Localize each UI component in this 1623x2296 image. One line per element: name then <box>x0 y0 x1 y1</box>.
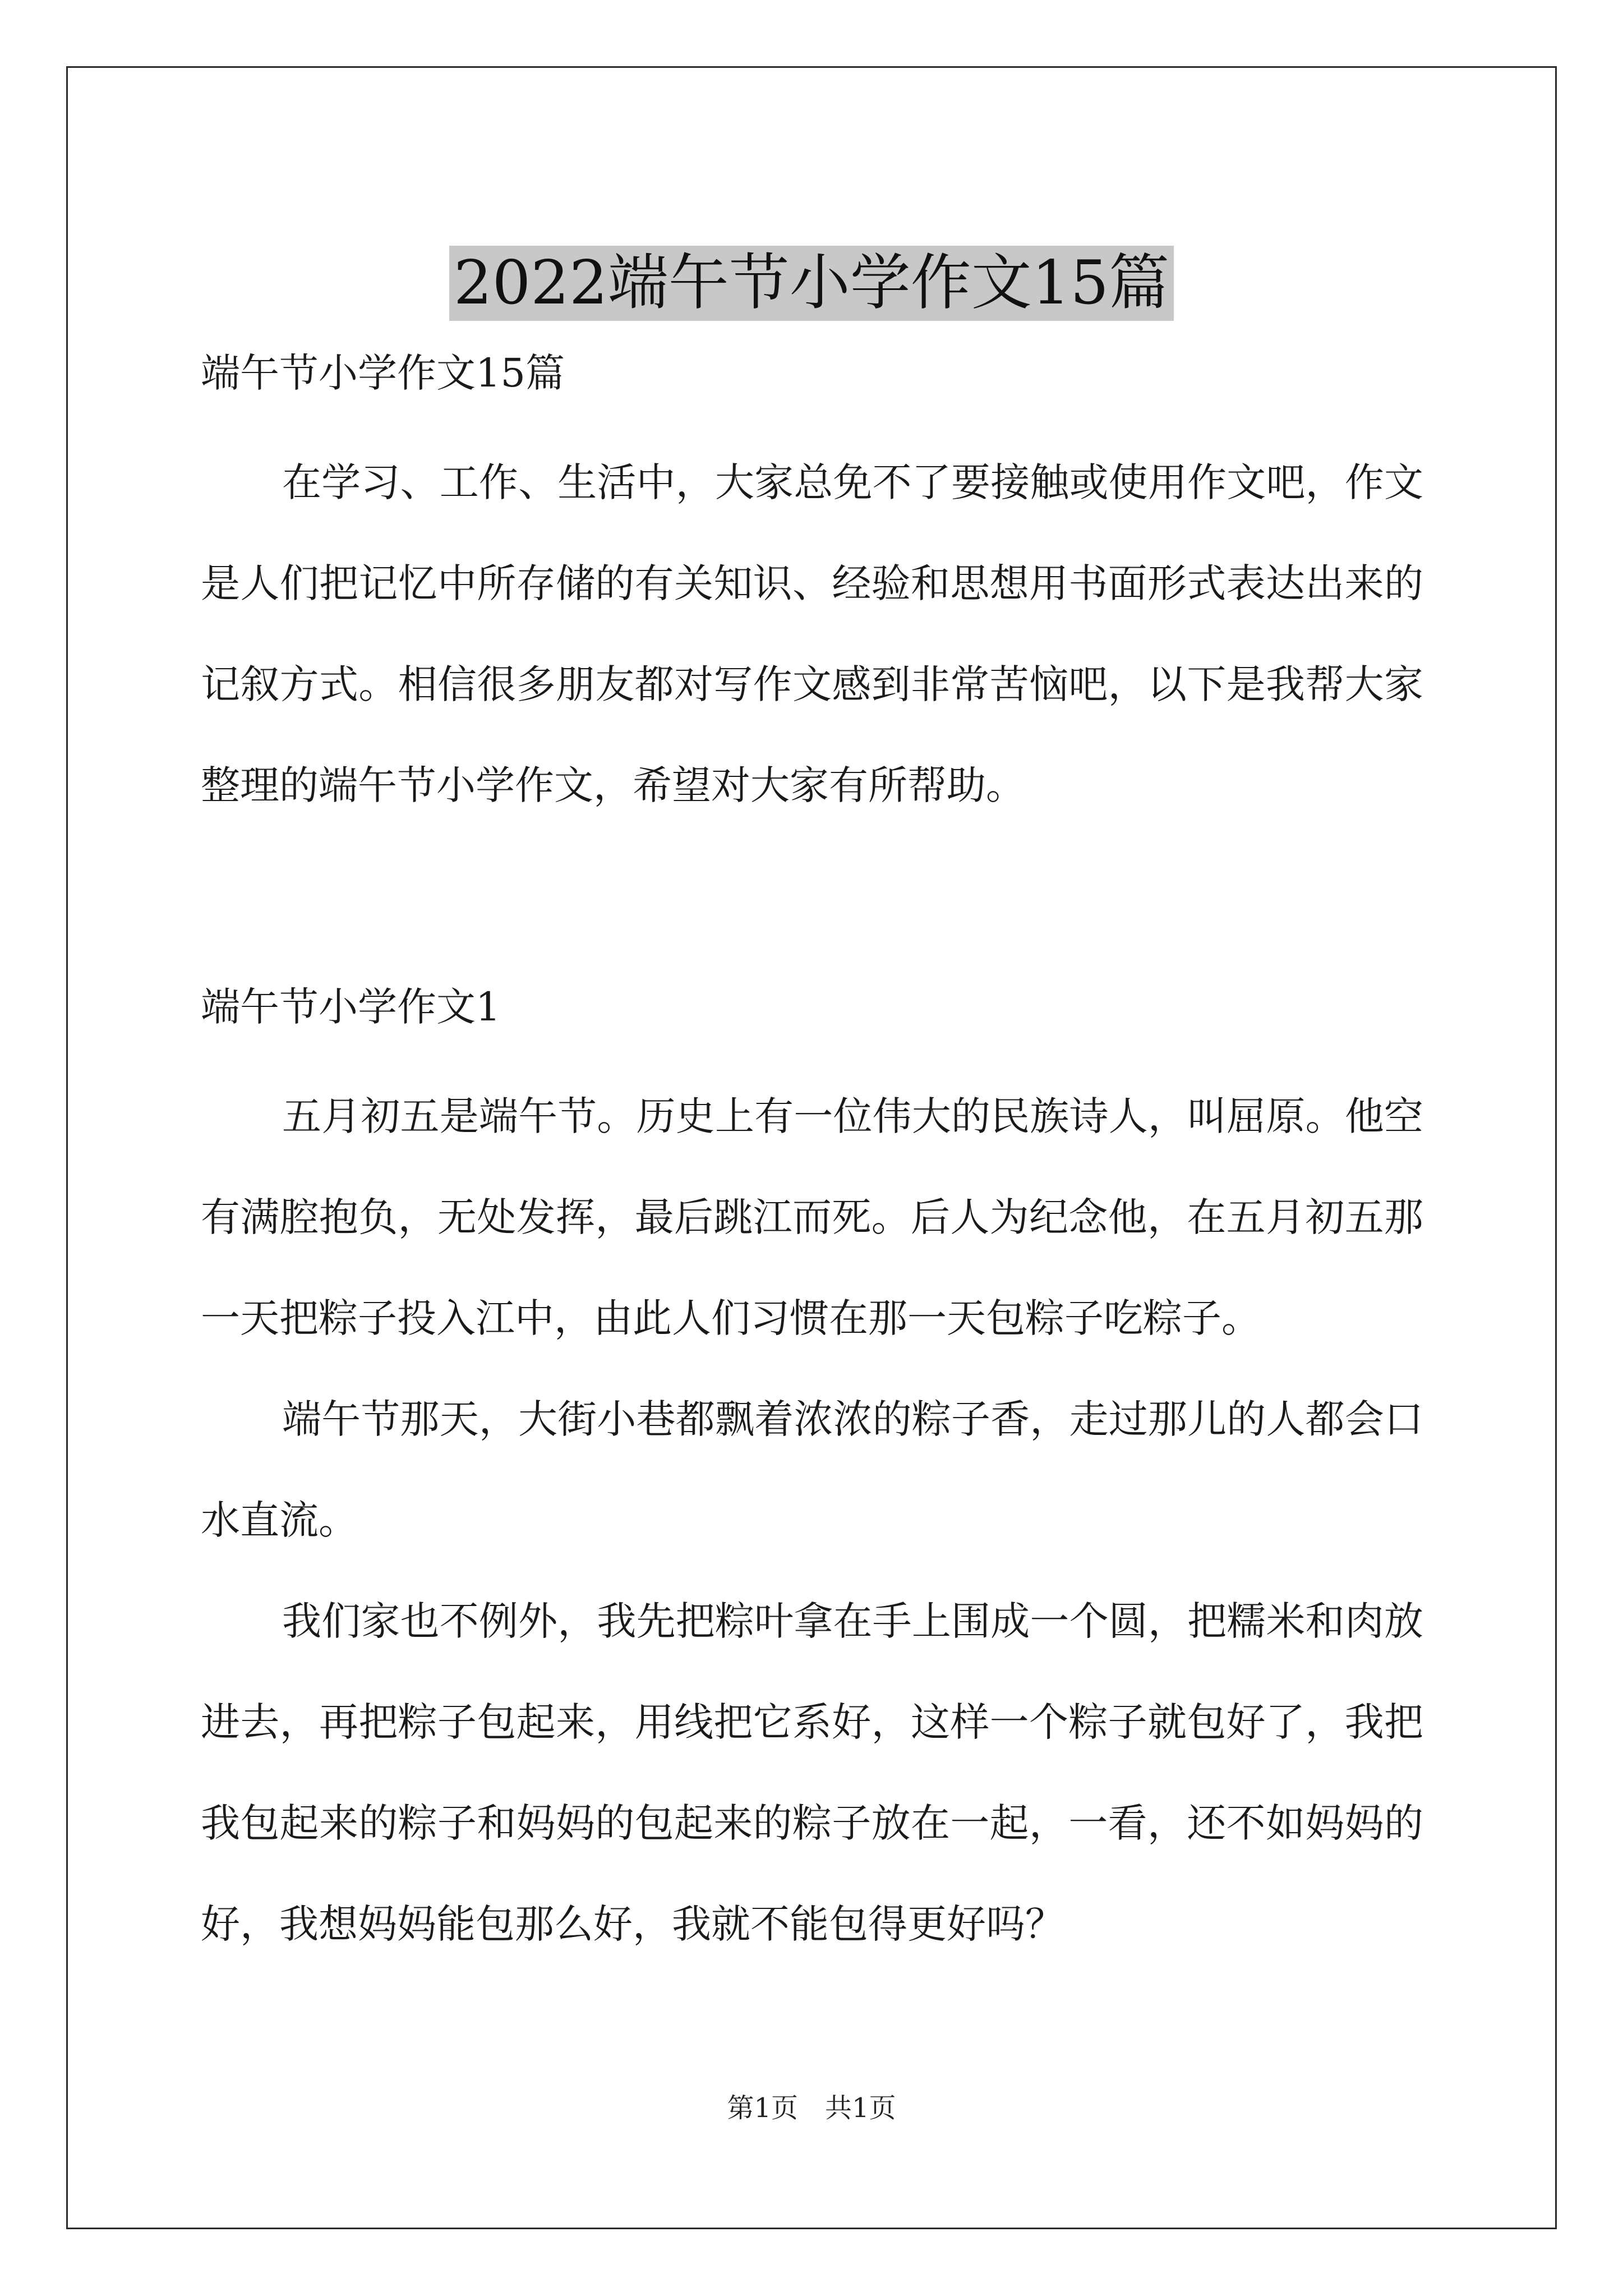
body-paragraph: 我们家也不例外，我先把粽叶拿在手上围成一个圆，把糯米和肉放进去，再把粽子包起来，用线把它系好，这样一个粽子就包好了，我把我包起来的粽子和妈妈的包起来的粽子放在一起，一看，还不如妈妈的好，我想妈妈能包那么好，我就不能包得更好吗？ <box>201 1598 1423 1947</box>
title-container <box>0 205 1623 362</box>
body-paragraph: 五月初五是端午节。历史上有一位伟大的民族诗人，叫屈原。他空有满腔抱负，无处发挥，最后跳江而死。后人为纪念他，在五月初五那一天把粽子投入江中，由此人们习惯在那一天包粽子吃粽子。 <box>201 1093 1423 1341</box>
intro-paragraph: 在学习、工作、生活中，大家总免不了要接触或使用作文吧，作文是人们把记忆中所存储的有关知识、经验和思想用书面形式表达出来的记叙方式。相信很多朋友都对写作文感到非常苦恼吧，以下是我帮大家整理的端午节小学作文，希望对大家有所帮助。 <box>201 459 1423 808</box>
section-spacer <box>201 836 1423 982</box>
body-paragraph: 端午节那天，大街小巷都飘着浓浓的粽子香，走过那儿的人都会口水直流。 <box>201 1396 1423 1543</box>
document-title: 2022端午节小学作文15篇 <box>449 246 1174 321</box>
collection-heading: 端午节小学作文15篇 <box>201 350 565 396</box>
document-body <box>201 348 1423 1975</box>
section-heading: 端午节小学作文1 <box>201 984 501 1030</box>
page-footer: 第1页 共1页 <box>727 2092 896 2124</box>
